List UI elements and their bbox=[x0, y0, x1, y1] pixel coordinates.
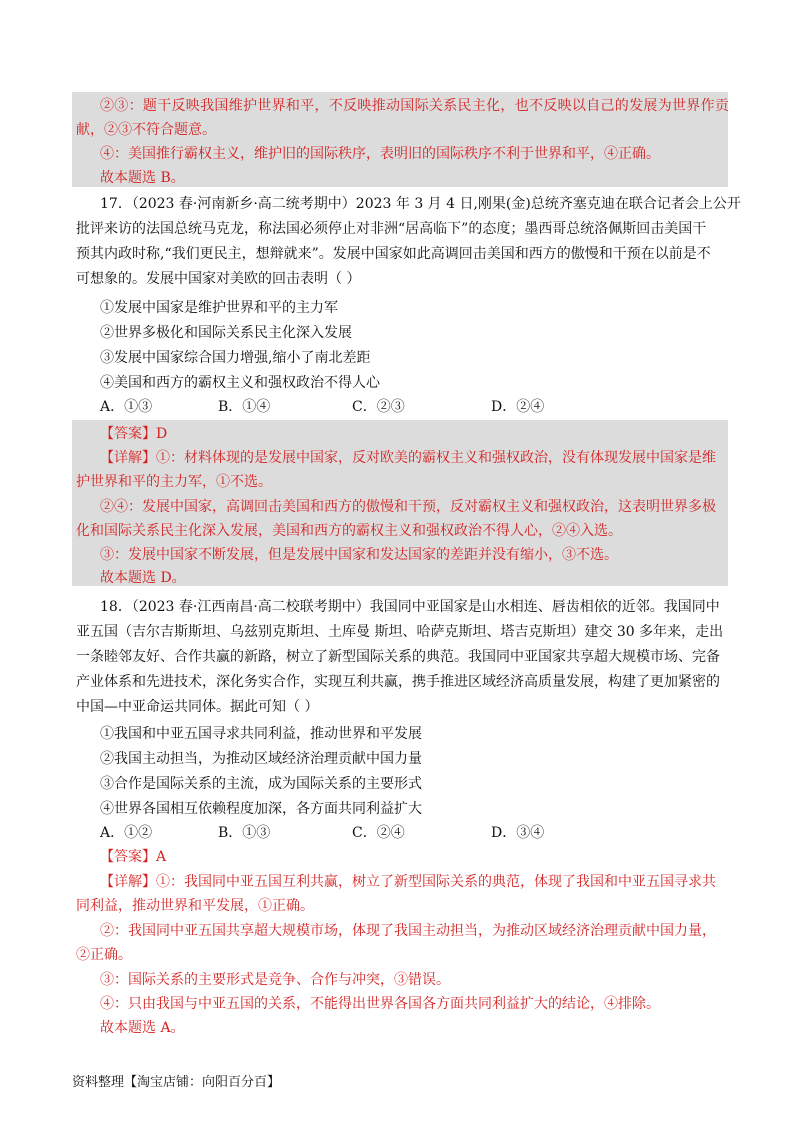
q18-option-d: D．③④ bbox=[491, 825, 545, 841]
q17-explain-line-4: 化和国际关系民主化深入发展，美国和西方的霸权主义和强权政治不得人心，②④入选。 bbox=[76, 523, 622, 539]
q18-item-4: ④世界各国相互依赖程度加深，各方面共同利益扩大 bbox=[100, 801, 422, 817]
q18-option-a: A．①② bbox=[100, 825, 153, 841]
q17-explain-line-3: ②④：发展中国家，高调回击美国和西方的傲慢和干预，反对霸权主义和强权政治，这表明世界多极 bbox=[100, 499, 716, 515]
q18-explain-line-5: ③：国际关系的主要形式是竞争、合作与冲突，③错误。 bbox=[100, 972, 450, 988]
q18-explain-line-6: ④：只由我国与中亚五国的关系，不能得出世界各国各方面共同利益扩大的结论，④排除。 bbox=[100, 996, 660, 1012]
q17-stem-line-2: 批评来访的法国总统马克龙，称法国必须停止对非洲“居高临下”的态度；墨西哥总统洛佩斯回击美国干 bbox=[76, 221, 707, 237]
q17-item-4: ④美国和西方的霸权主义和强权政治不得人心 bbox=[100, 375, 380, 391]
q17-option-c: C．②③ bbox=[352, 399, 405, 415]
q17-explain-line-2: 护世界和平的主力军，①不选。 bbox=[76, 474, 272, 490]
q18-item-3: ③合作是国际关系的主流，成为国际关系的主要形式 bbox=[100, 776, 422, 792]
q18-explain-line-3: ②：我国同中亚五国共享超大规模市场，体现了我国主动担当，为推动区域经济治理贡献中国力量， bbox=[100, 923, 716, 939]
q17-stem-line-3: 预其内政时称,“我们更民主，想辩就来”。发展中国家如此高调回击美国和西方的傲慢和干预在以前是不 bbox=[76, 246, 711, 262]
q18-stem-line-1: 18．（2023 春·江西南昌·高二校联考期中）我国同中亚国家是山水相连、唇齿相依的近邻。我国同中 bbox=[100, 599, 720, 615]
prev-explain-line-1: ②③：题干反映我国维护世界和平，不反映推动国际关系民主化，也不反映以自己的发展为世界作贡 bbox=[100, 98, 730, 114]
q18-option-c: C．②④ bbox=[352, 825, 405, 841]
q17-option-d: D．②④ bbox=[491, 399, 545, 415]
q17-stem-line-1: 17．（2023 春·河南新乡·高二统考期中）2023 年 3 月 4 日,刚果(金)总统齐塞克迪在联合记者会上公开 bbox=[100, 196, 741, 212]
q18-conclusion: 故本题选 A。 bbox=[100, 1020, 185, 1036]
q18-stem-line-4: 产业体系和先进技术，深化务实合作，实现互利共赢，携手推进区域经济高质量发展，构建了更加紧密的 bbox=[76, 674, 720, 690]
q17-explain-line-1: 【详解】①：材料体现的是发展中国家，反对欧美的霸权主义和强权政治，没有体现发展中国家是维 bbox=[100, 450, 716, 466]
q18-stem-line-3: 一条睦邻友好、合作共赢的新路，树立了新型国际关系的典范。我国同中亚国家共享超大规模市场、完备 bbox=[76, 649, 720, 665]
q18-explain-line-1: 【详解】①：我国同中亚五国互利共赢，树立了新型国际关系的典范，体现了我国和中亚五国寻求共 bbox=[100, 874, 716, 890]
q17-option-b: B．①④ bbox=[218, 399, 271, 415]
q17-answer: 【答案】D bbox=[100, 426, 168, 442]
q18-option-b: B．①③ bbox=[218, 825, 271, 841]
q17-item-2: ②世界多极化和国际关系民主化深入发展 bbox=[100, 325, 352, 341]
q18-stem-line-2: 亚五国（吉尔吉斯斯坦、乌兹别克斯坦、土库曼 斯坦、哈萨克斯坦、塔吉克斯坦）建交 30 多年来，走出 bbox=[76, 624, 724, 640]
prev-conclusion: 故本题选 B。 bbox=[100, 170, 185, 186]
page-footer: 资料整理【淘宝店铺：向阳百分百】 bbox=[72, 1075, 281, 1090]
prev-explain-line-3: ④：美国推行霸权主义，维护旧的国际秩序，表明旧的国际秩序不利于世界和平，④正确。 bbox=[100, 146, 660, 162]
q18-explain-line-4: ②正确。 bbox=[76, 947, 132, 963]
q17-item-1: ①发展中国家是维护世界和平的主力军 bbox=[100, 300, 338, 316]
prev-explain-line-2: 献，②③不符合题意。 bbox=[76, 122, 216, 138]
q18-answer: 【答案】A bbox=[100, 849, 167, 865]
q18-explain-line-2: 同利益，推动世界和平发展，①正确。 bbox=[76, 898, 314, 914]
q18-stem-line-5: 中国—中亚命运共同体。据此可知（ ） bbox=[76, 699, 319, 715]
q18-item-1: ①我国和中亚五国寻求共同利益，推动世界和平发展 bbox=[100, 726, 422, 742]
q17-option-a: A．①③ bbox=[100, 399, 153, 415]
q17-stem-line-4: 可想象的。发展中国家对美欧的回击表明（ ） bbox=[76, 271, 361, 287]
q17-conclusion: 故本题选 D。 bbox=[100, 570, 186, 586]
q18-item-2: ②我国主动担当，为推动区域经济治理贡献中国力量 bbox=[100, 751, 422, 767]
q17-explain-line-5: ③：发展中国家不断发展，但是发展中国家和发达国家的差距并没有缩小，③不选。 bbox=[100, 547, 618, 563]
q17-item-3: ③发展中国家综合国力增强,缩小了南北差距 bbox=[100, 350, 371, 366]
